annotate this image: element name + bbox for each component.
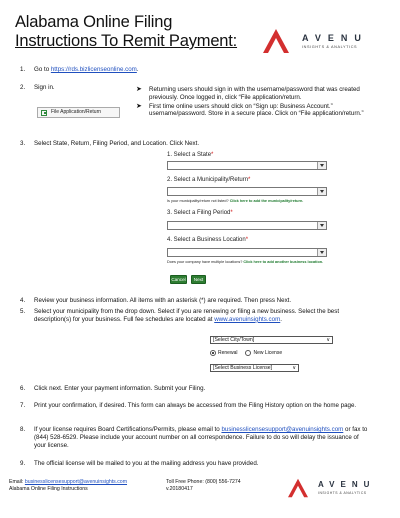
logo-tagline: INSIGHTS & ANALYTICS	[318, 491, 367, 496]
state-select[interactable]	[167, 161, 327, 170]
file-application-return-button[interactable]: File Application/Return	[37, 107, 120, 118]
municipality-label: 2. Select a Municipality/Return*	[167, 177, 251, 183]
city-town-select[interactable]: [Select City/Town] ∨	[210, 336, 333, 344]
business-location-label: 4. Select a Business Location*	[167, 237, 249, 243]
dropdown-arrow-icon	[317, 162, 326, 169]
business-location-select[interactable]	[167, 248, 327, 257]
avenu-mark-icon	[287, 478, 309, 498]
add-municipality-link[interactable]: Click here to add the municipality/return.	[229, 199, 304, 203]
logo-wordmark: AVENU	[302, 32, 368, 43]
next-button[interactable]: Next	[191, 275, 206, 284]
avenu-logo-footer	[287, 478, 375, 498]
step-2: 2. Sign in.	[20, 84, 55, 91]
door-icon	[41, 110, 47, 116]
support-email-link[interactable]: businesslicensesupport@avenuinsights.com	[221, 426, 344, 433]
logo-wordmark: AVENU	[318, 480, 376, 490]
cancel-button[interactable]: Cancel	[170, 275, 187, 284]
location-hint: Does your company have multiple locations? Click here to add another business location.	[167, 260, 324, 264]
arrow-bullet-icon: ➤	[136, 102, 142, 110]
new-license-radio[interactable]	[245, 350, 251, 356]
avenuinsights-link[interactable]: www.avenuinsights.com	[214, 315, 281, 323]
municipality-select[interactable]	[167, 187, 327, 196]
selection-form	[164, 150, 334, 288]
step-5: 5. Select your municipality from the drop down. Select if you are renewing or filing a new business. Select the best description(s) for your business. Full fee schedules are located at www.avenuinsights.com.	[20, 308, 340, 323]
logo-tagline: INSIGHTS & ANALYTICS	[302, 44, 358, 49]
sign-in-bullets	[136, 86, 372, 119]
municipality-hint: Is your municipality/return not listed? Click here to add the municipality/return.	[167, 199, 304, 203]
business-license-select[interactable]: [Select Business License] ∨	[210, 364, 299, 372]
page-title: Alabama Online Filing Instructions To Remit Payment:	[15, 13, 238, 50]
bullet-first-time: ➤ First time online users should click on “Sign up: Business Account.” username/password. Store in a secure place. Click on “File application/return.”	[136, 102, 364, 118]
step-3: 3. Select State, Return, Filing Period, and Location. Click Next.	[20, 140, 200, 147]
step-1: 1. Go to https://rds.bizlicenseonline.com.	[20, 66, 139, 73]
step-6: 6. Click next. Enter your payment information. Submit your Filing.	[20, 385, 206, 392]
dropdown-arrow-icon	[317, 222, 326, 229]
step-7: 7. Print your confirmation, if desired. This form can always be accessed from the Filing History option on the home page.	[20, 402, 357, 409]
footer-left: Email: businesslicensesupport@avenuinsights.com Alabama Online Filing Instructions	[9, 479, 128, 493]
dropdown-arrow-icon	[317, 249, 326, 256]
renewal-radio[interactable]	[210, 350, 216, 356]
state-label: 1. Select a State*	[167, 152, 214, 158]
avenu-logo	[262, 28, 368, 54]
filing-type-radios: Renewal New License	[210, 350, 282, 356]
bizlicense-link[interactable]: https://rds.bizlicenseonline.com	[50, 66, 137, 73]
step-4: 4. Review your business information. All items with an asterisk (*) are required. Then press Next.	[20, 297, 292, 304]
chevron-down-icon: ∨	[326, 337, 330, 343]
bullet-returning: ➤ Returning users should sign in with the username/password that was created previously. Once logged in, click “File application/return.	[136, 86, 360, 101]
add-location-link[interactable]: Click here to add another business location.	[243, 260, 324, 264]
step-8: 8. If your license requires Board Certifications/Permits, please email to businesslicensesupport@avenuinsights.com or fax to (844) 528-6529. Please include your account number on all correspondence. Failure to do so will delay the issuance of your license.	[20, 426, 368, 449]
footer-right: Toll Free Phone: (800) 556-7274 v.20180417	[166, 479, 241, 493]
filing-period-select[interactable]	[167, 221, 327, 230]
dropdown-arrow-icon	[317, 188, 326, 195]
arrow-bullet-icon: ➤	[136, 86, 142, 93]
filing-period-label: 3. Select a Filing Period*	[167, 210, 233, 216]
chevron-down-icon: ∨	[292, 365, 296, 371]
step-9: 9. The official license will be mailed to you at the mailing address you have provided.	[20, 460, 259, 467]
footer-email-link[interactable]: businesslicensesupport@avenuinsights.com	[24, 479, 128, 485]
avenu-mark-icon	[262, 28, 290, 54]
